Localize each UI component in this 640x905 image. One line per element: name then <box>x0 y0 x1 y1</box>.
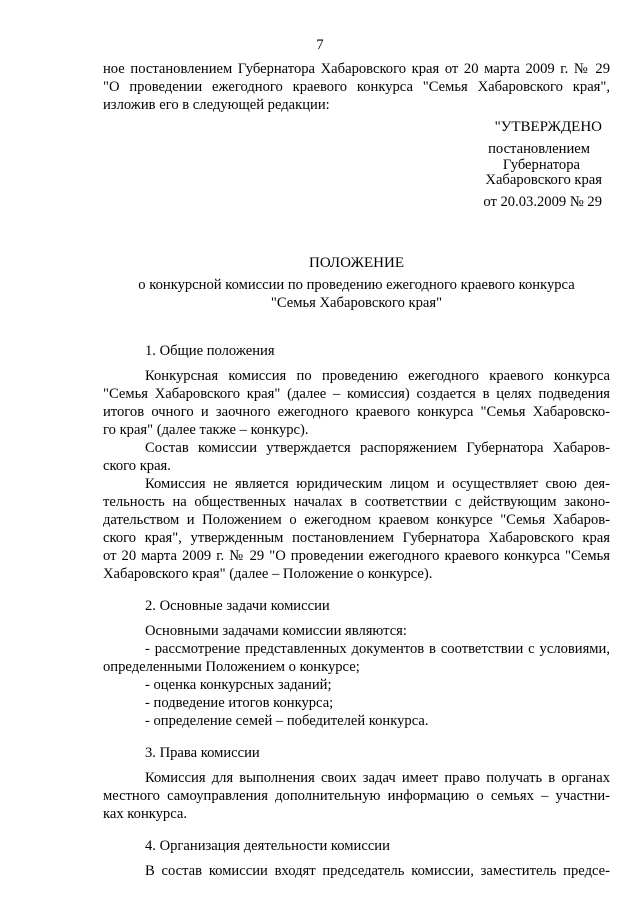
section-general <box>103 342 610 583</box>
text-line: Хабаровского края" (далее – Положение о конкурсе). <box>103 566 433 582</box>
text-line: "О проведении ежегодного краевого конкурса "Семья Хабаровского края", <box>103 79 610 95</box>
document-body <box>103 60 610 880</box>
section-heading: 2. Основные задачи комиссии <box>145 598 330 614</box>
text-line: Комиссия для выполнения своих задач имеет право получать в органах <box>145 770 610 786</box>
text-line: го края" (далее также – конкурс). <box>103 422 309 438</box>
paragraph <box>103 439 610 475</box>
section-heading: 1. Общие положения <box>145 343 275 359</box>
text-line: дательством и Положением о ежегодном краевом конкурсе "Семья Хабаров- <box>103 512 610 528</box>
list-item: - определение семей – победителей конкурса. <box>145 713 429 729</box>
intro-paragraph <box>103 60 610 114</box>
stamp-governor: Губернатора <box>502 157 580 173</box>
text-line: Состав комиссии утверждается распоряжением Губернатора Хабаров- <box>145 440 610 456</box>
stamp-date: от 20.03.2009 № 29 <box>483 194 602 210</box>
text-line: тельность на общественных началах в соответствии с действующим законо- <box>103 494 610 510</box>
text-line: Конкурсная комиссия по проведению ежегодного краевого конкурса <box>145 368 610 384</box>
section-heading: 4. Организация деятельности комиссии <box>145 838 390 854</box>
page-number: 7 <box>316 37 324 53</box>
text-line: ное постановлением Губернатора Хабаровского края от 20 марта 2009 г. № 29 <box>103 61 610 77</box>
section-heading: 3. Права комиссии <box>145 745 260 761</box>
text-line: Основными задачами комиссии являются: <box>145 623 407 639</box>
text-line: - рассмотрение представленных документов в соответствии с условиями, <box>145 641 610 657</box>
text-line: Комиссия не является юридическим лицом и осуществляет свою дея- <box>145 476 610 492</box>
text-line: ках конкурса. <box>103 806 188 822</box>
list-item: - подведение итогов конкурса; <box>145 695 334 711</box>
paragraph <box>103 475 610 583</box>
text-line: "Семья Хабаровского края" (далее – комиссия) создается в целях подведения <box>103 386 610 402</box>
section-organization <box>103 837 610 880</box>
section-main-tasks <box>103 597 610 730</box>
section-rights <box>103 744 610 823</box>
text-line: местного самоуправления дополнительную информацию о семьях – участни- <box>103 788 610 804</box>
subtitle-line: о конкурсной комиссии по проведению ежегодного краевого конкурса <box>138 277 575 293</box>
text-line: изложив его в следующей редакции: <box>103 97 330 113</box>
text-line: определенными Положением о конкурсе; <box>103 659 360 675</box>
list-item: - оценка конкурсных заданий; <box>145 677 332 693</box>
subtitle-line: "Семья Хабаровского края" <box>270 295 443 311</box>
stamp-region: Хабаровского края <box>485 172 602 188</box>
stamp-approved: "УТВЕРЖДЕНО <box>494 119 602 135</box>
text-line: ского края", утвержденным постановлением Губернатора Хабаровского края <box>103 530 610 546</box>
text-line: от 20 марта 2009 г. № 29 "О проведении ежегодного краевого конкурса "Семья <box>103 548 610 564</box>
paragraph <box>103 367 610 439</box>
paragraph <box>103 769 610 823</box>
document-subtitle <box>103 276 610 312</box>
text-line: ского края. <box>103 458 171 474</box>
text-line: В состав комиссии входят председатель комиссии, заместитель предсе- <box>145 863 610 879</box>
approval-stamp <box>103 118 610 208</box>
text-line: итогов очного и заочного ежегодного краевого конкурса "Семья Хабаровско- <box>103 404 610 420</box>
list-item <box>103 640 610 676</box>
stamp-by: постановлением <box>488 141 590 157</box>
document-title: ПОЛОЖЕНИЕ <box>309 255 404 271</box>
